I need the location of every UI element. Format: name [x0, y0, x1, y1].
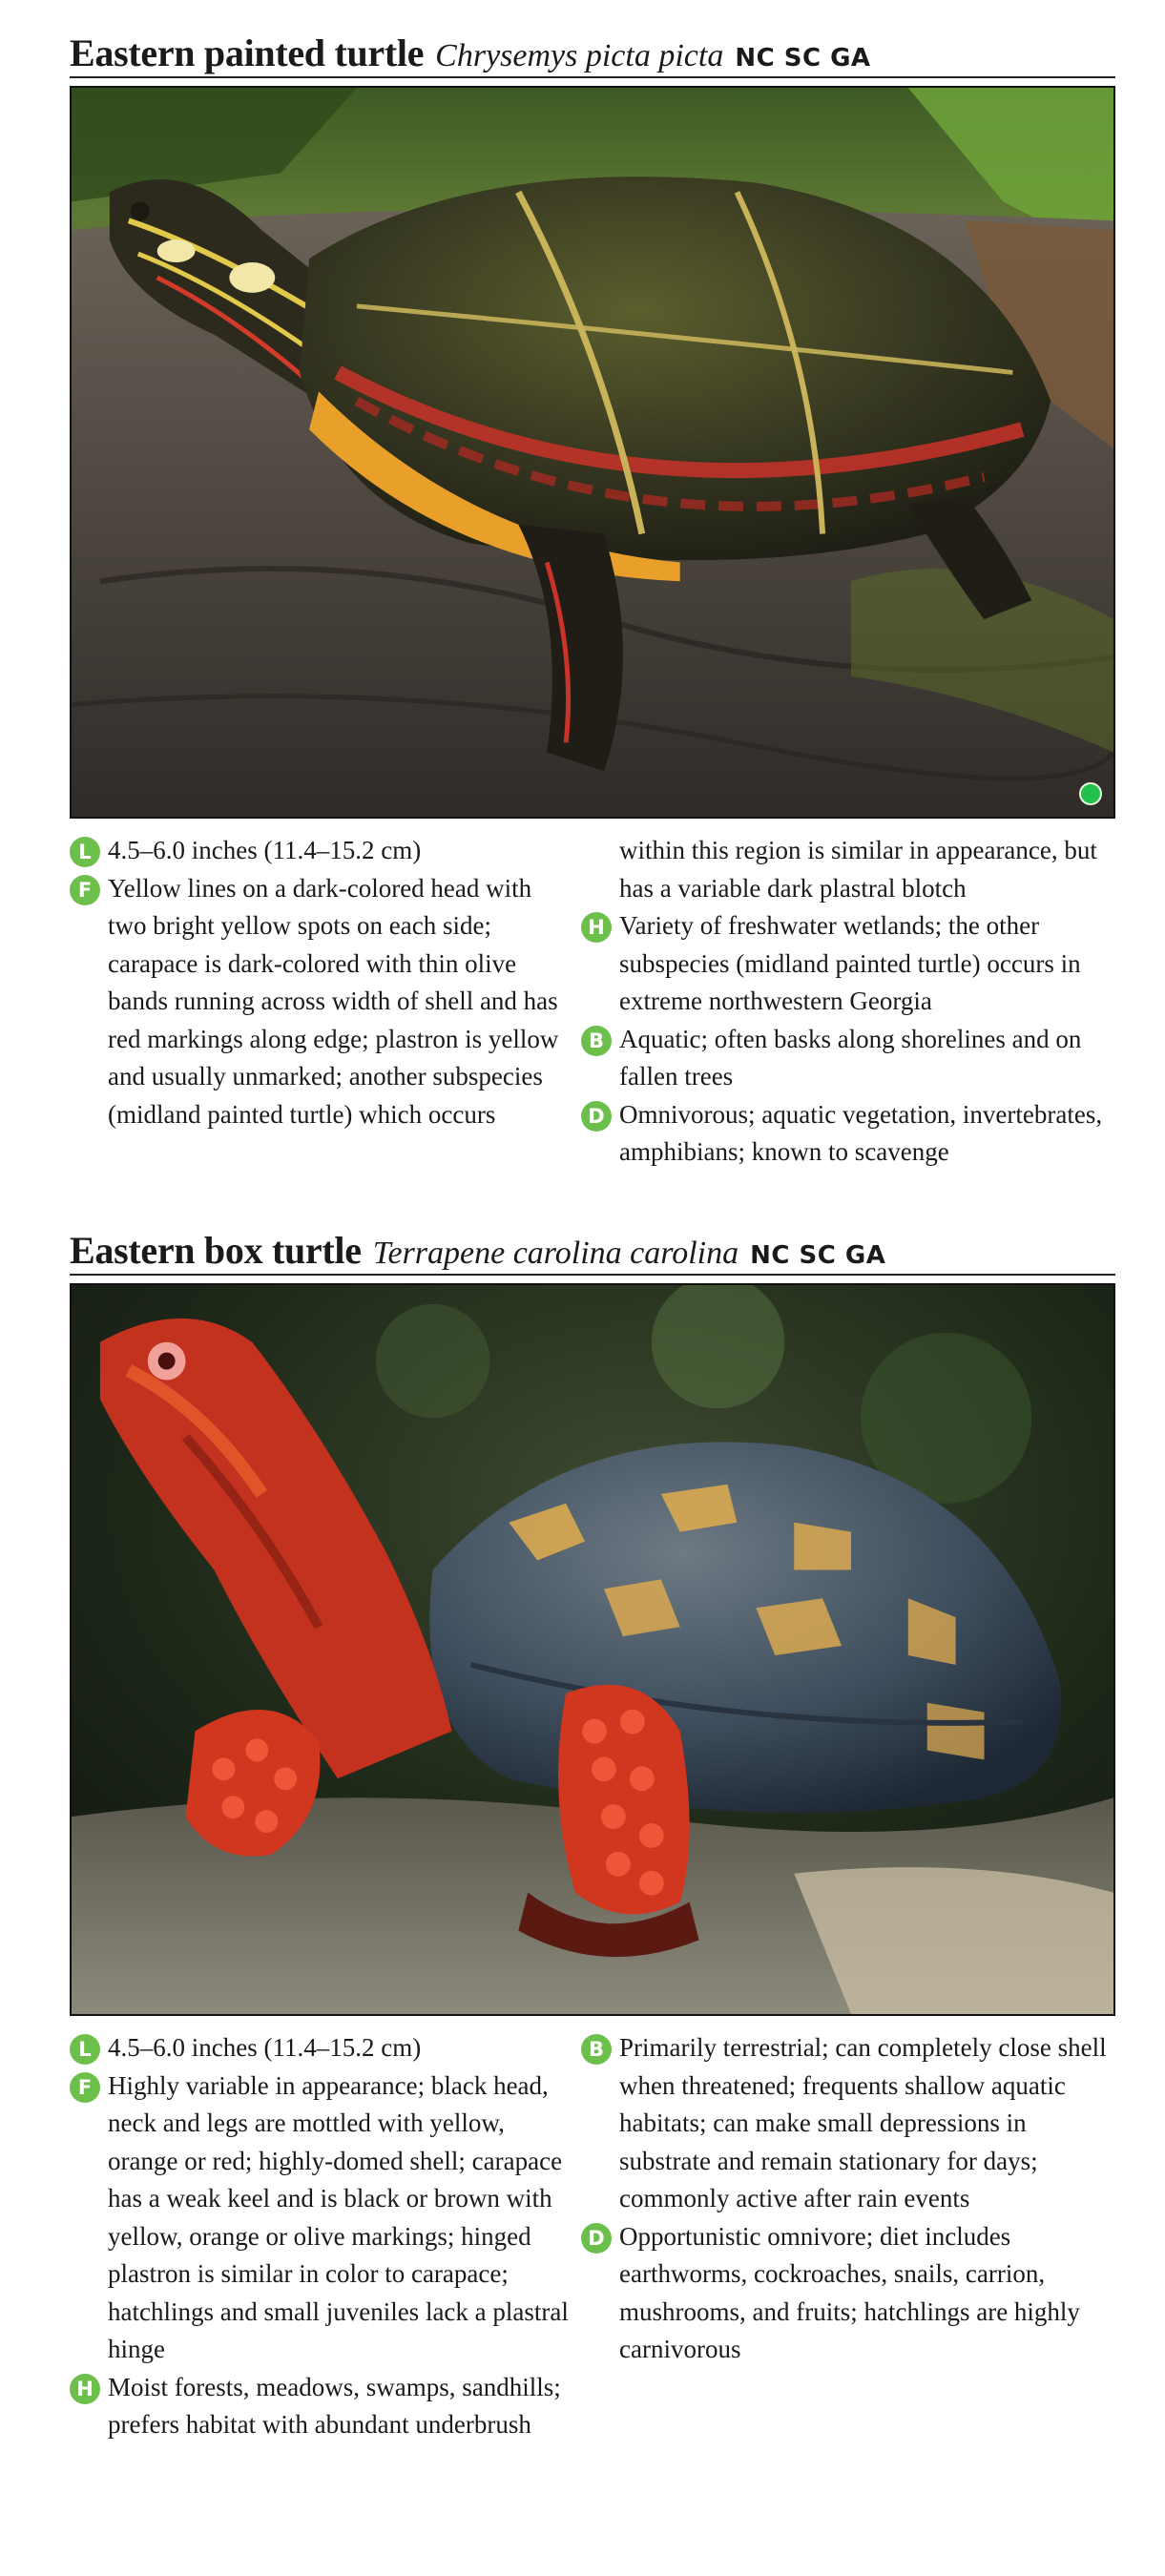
field-marks-text: Highly variable in appearance; black head, neck and legs are mottled with yellow, orange or red; highly-domed shell; carapace has a weak keel and is black or brown with yellow, orange or olive markings; hinged plastron is similar in color to carapace; hatchlings and small juveniles lack a plastral hinge [108, 2070, 569, 2363]
state-range: NC SC GA [735, 44, 871, 73]
painted-turtle-illustration [72, 88, 1113, 817]
range-dot-icon [1079, 782, 1102, 805]
facts-column-left [70, 832, 575, 1172]
fact-behavior [581, 1021, 1115, 1096]
fact-behavior [581, 2029, 1115, 2218]
fact-habitat [70, 2369, 575, 2444]
length-badge-icon: L [70, 2034, 100, 2065]
common-name: Eastern box turtle [70, 1229, 362, 1272]
length-badge-icon: L [70, 837, 100, 867]
habitat-badge-icon: H [581, 912, 612, 943]
behavior-text: Aquatic; often basks along shorelines and on fallen trees [619, 1024, 1082, 1091]
facts-column-right [581, 832, 1115, 1172]
length-text: 4.5–6.0 inches (11.4–15.2 cm) [108, 836, 422, 864]
species-entry-box-turtle [70, 1224, 1115, 2444]
species-entry-painted-turtle [70, 27, 1115, 1172]
diet-text: Opportunistic omnivore; diet includes earthworms, cockroaches, snails, carrion, mushrooms, and fruits; hatchlings are highly carnivorous [619, 2221, 1080, 2363]
diet-badge-icon: D [581, 1101, 612, 1132]
painted-turtle-photo [70, 86, 1115, 819]
facts-column-left [70, 2029, 575, 2444]
box-turtle-photo [70, 1283, 1115, 2016]
species-header [70, 1224, 1115, 1276]
facts-column-right [581, 2029, 1115, 2444]
habitat-text: Variety of freshwater wetlands; the other subspecies (midland painted turtle) occurs in extreme northwestern Georgia [619, 911, 1081, 1015]
field-marks-badge-icon: F [70, 875, 100, 905]
behavior-badge-icon: B [581, 1026, 612, 1056]
species-facts [70, 832, 1115, 1172]
fact-length [70, 832, 575, 870]
species-header [70, 27, 1115, 78]
scientific-name: Chrysemys picta picta [435, 38, 724, 73]
fact-diet [581, 2218, 1115, 2369]
behavior-badge-icon: B [581, 2034, 612, 2065]
field-marks-badge-icon: F [70, 2072, 100, 2103]
fact-field-marks [70, 2067, 575, 2369]
behavior-text: Primarily terrestrial; can completely close shell when threatened; frequents shallow aquatic habitats; can make small depressions in substrate and remain stationary for days; commonly active after rain events [619, 2033, 1107, 2212]
habitat-badge-icon: H [70, 2374, 100, 2404]
fact-length [70, 2029, 575, 2067]
habitat-text: Moist forests, meadows, swamps, sandhills; prefers habitat with abundant underbrush [108, 2372, 561, 2439]
scientific-name: Terrapene carolina carolina [372, 1236, 739, 1271]
field-marks-continued: within this region is similar in appearance, but has a variable dark plastral blotch [619, 836, 1097, 903]
fact-field-marks [70, 870, 575, 1134]
box-turtle-illustration [72, 1285, 1113, 2014]
species-facts [70, 2029, 1115, 2444]
length-text: 4.5–6.0 inches (11.4–15.2 cm) [108, 2033, 422, 2062]
common-name: Eastern painted turtle [70, 31, 425, 74]
diet-text: Omnivorous; aquatic vegetation, invertebrates, amphibians; known to scavenge [619, 1099, 1103, 1166]
fact-diet [581, 1096, 1115, 1172]
diet-badge-icon: D [581, 2223, 612, 2254]
fact-habitat [581, 907, 1115, 1021]
state-range: NC SC GA [750, 1241, 886, 1270]
field-marks-text: Yellow lines on a dark-colored head with two bright yellow spots on each side; carapace is dark-colored with thin olive bands running across width of shell and has red markings along edge; plastron is yellow and usually unmarked; another subspecies (midland painted turtle) which occurs [108, 873, 559, 1129]
